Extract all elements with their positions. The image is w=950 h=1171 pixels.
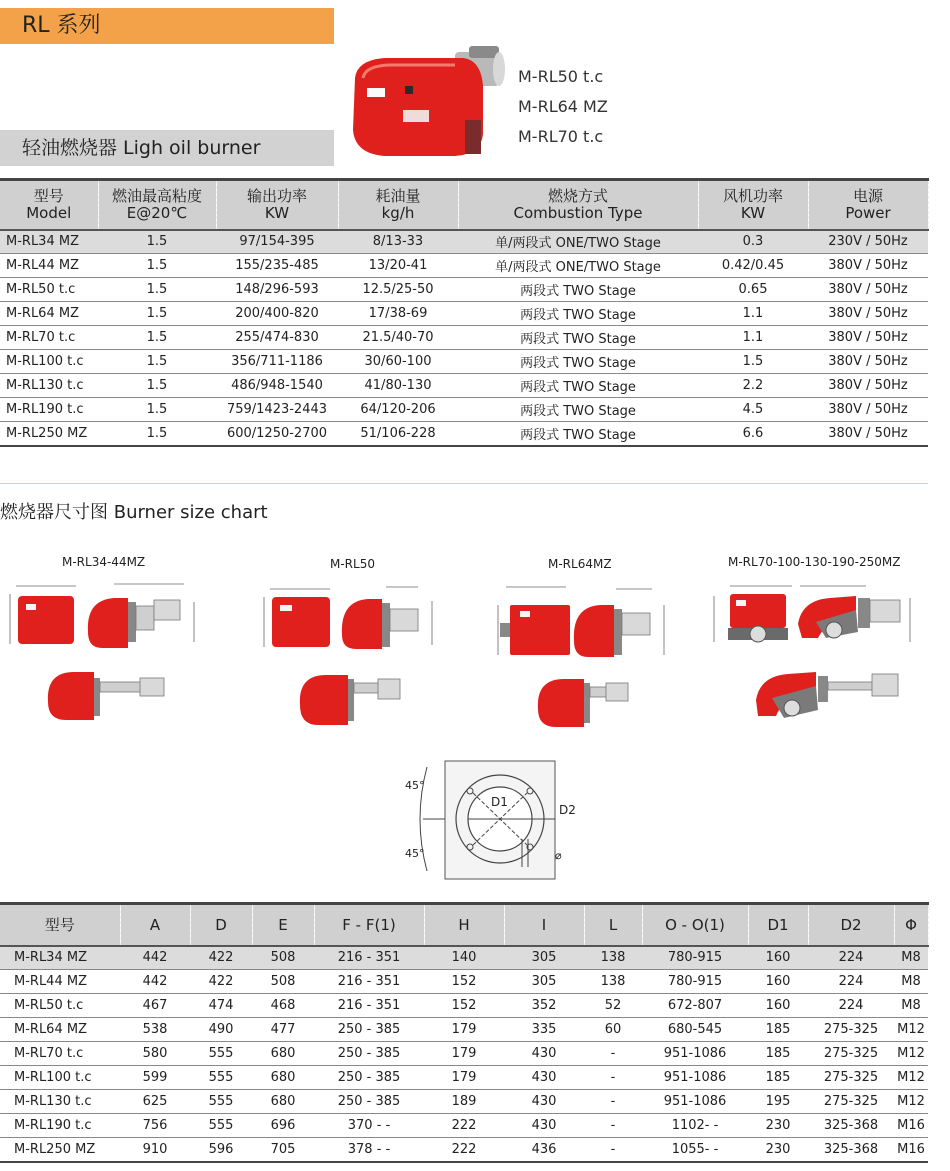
value-cell: 951-1086 xyxy=(642,1066,748,1090)
value-cell: 155/235-485 xyxy=(216,254,338,278)
value-cell: 508 xyxy=(252,970,314,994)
spec-header-cell: 风机功率 KW xyxy=(698,180,808,230)
value-cell: 538 xyxy=(120,1018,190,1042)
value-cell: 4.5 xyxy=(698,398,808,422)
value-cell: 160 xyxy=(748,994,808,1018)
value-cell: 442 xyxy=(120,970,190,994)
spec-table xyxy=(0,178,929,447)
spec-header-row xyxy=(0,180,928,230)
value-cell: 255/474-830 xyxy=(216,326,338,350)
value-cell: 17/38-69 xyxy=(338,302,458,326)
value-cell: 21.5/40-70 xyxy=(338,326,458,350)
flange-angle-bottom: 45° xyxy=(405,847,425,860)
spec-row xyxy=(0,254,928,278)
spec-row xyxy=(0,278,928,302)
dimension-row xyxy=(0,970,928,994)
value-cell: 680 xyxy=(252,1090,314,1114)
value-cell: 380V / 50Hz xyxy=(808,422,928,446)
dim-header-cell: I xyxy=(504,904,584,946)
value-cell: 185 xyxy=(748,1042,808,1066)
model-cell: M-RL100 t.c xyxy=(0,1066,120,1090)
dim-header-cell: E xyxy=(252,904,314,946)
spec-row xyxy=(0,230,928,254)
value-cell: 380V / 50Hz xyxy=(808,326,928,350)
diagram-rl50 xyxy=(256,575,446,735)
diagram-rl64 xyxy=(492,575,682,735)
value-cell: 474 xyxy=(190,994,252,1018)
value-cell: 185 xyxy=(748,1018,808,1042)
value-cell: 696 xyxy=(252,1114,314,1138)
value-cell: - xyxy=(584,1114,642,1138)
value-cell: 378 - - xyxy=(314,1138,424,1162)
value-cell: 1.5 xyxy=(698,350,808,374)
series-title: RL 系列 xyxy=(0,8,334,44)
model-cell: M-RL64 MZ xyxy=(0,1018,120,1042)
dimension-table-body xyxy=(0,946,928,1162)
diagram-label: M-RL50 xyxy=(330,557,375,571)
value-cell: 1.5 xyxy=(98,398,216,422)
value-cell: 52 xyxy=(584,994,642,1018)
value-cell: 380V / 50Hz xyxy=(808,374,928,398)
model-cell: M-RL100 t.c xyxy=(0,350,98,374)
value-cell: 370 - - xyxy=(314,1114,424,1138)
value-cell: 555 xyxy=(190,1042,252,1066)
value-cell: 0.65 xyxy=(698,278,808,302)
model-cell: M-RL50 t.c xyxy=(0,994,120,1018)
diagram-rl34-44 xyxy=(4,572,204,737)
model-cell: M-RL130 t.c xyxy=(0,374,98,398)
value-cell: 1.5 xyxy=(98,374,216,398)
flange-phi-label: ⌀ xyxy=(555,849,562,862)
value-cell: 422 xyxy=(190,946,252,970)
value-cell: 508 xyxy=(252,946,314,970)
dim-header-cell: F - F(1) xyxy=(314,904,424,946)
value-cell: 951-1086 xyxy=(642,1042,748,1066)
dimension-row xyxy=(0,946,928,970)
value-cell: 两段式 TWO Stage xyxy=(458,350,698,374)
value-cell: 580 xyxy=(120,1042,190,1066)
model-cell: M-RL44 MZ xyxy=(0,970,120,994)
spec-header-cell: 输出功率 KW xyxy=(216,180,338,230)
dim-header-cell: 型号 xyxy=(0,904,120,946)
value-cell: 780-915 xyxy=(642,970,748,994)
value-cell: M8 xyxy=(894,994,928,1018)
diagram-label: M-RL34-44MZ xyxy=(62,555,146,569)
model-cell: M-RL50 t.c xyxy=(0,278,98,302)
value-cell: M8 xyxy=(894,970,928,994)
value-cell: 230V / 50Hz xyxy=(808,230,928,254)
value-cell: 1.5 xyxy=(98,350,216,374)
spec-row xyxy=(0,398,928,422)
value-cell: 780-915 xyxy=(642,946,748,970)
featured-model: M-RL70 t.c xyxy=(518,127,604,146)
value-cell: 600/1250-2700 xyxy=(216,422,338,446)
value-cell: 759/1423-2443 xyxy=(216,398,338,422)
value-cell: 1.5 xyxy=(98,326,216,350)
value-cell: 185 xyxy=(748,1066,808,1090)
value-cell: 216 - 351 xyxy=(314,946,424,970)
flange-d2-label: D2 xyxy=(559,803,576,817)
value-cell: 13/20-41 xyxy=(338,254,458,278)
value-cell: M12 xyxy=(894,1066,928,1090)
dimension-row xyxy=(0,1066,928,1090)
value-cell: 1.5 xyxy=(98,230,216,254)
value-cell: 两段式 TWO Stage xyxy=(458,326,698,350)
value-cell: 两段式 TWO Stage xyxy=(458,278,698,302)
value-cell: 222 xyxy=(424,1138,504,1162)
value-cell: 275-325 xyxy=(808,1066,894,1090)
value-cell: 250 - 385 xyxy=(314,1018,424,1042)
value-cell: 490 xyxy=(190,1018,252,1042)
value-cell: M12 xyxy=(894,1042,928,1066)
value-cell: 152 xyxy=(424,994,504,1018)
value-cell: 30/60-100 xyxy=(338,350,458,374)
value-cell: 250 - 385 xyxy=(314,1066,424,1090)
value-cell: - xyxy=(584,1090,642,1114)
value-cell: 1.5 xyxy=(98,422,216,446)
value-cell: 951-1086 xyxy=(642,1090,748,1114)
spec-row xyxy=(0,302,928,326)
value-cell: 1.5 xyxy=(98,302,216,326)
flange-angle-top: 45° xyxy=(405,779,425,792)
spec-row xyxy=(0,422,928,446)
value-cell: 596 xyxy=(190,1138,252,1162)
dim-header-cell: D1 xyxy=(748,904,808,946)
model-cell: M-RL70 t.c xyxy=(0,1042,120,1066)
value-cell: 672-807 xyxy=(642,994,748,1018)
value-cell: - xyxy=(584,1042,642,1066)
spec-header-cell: 电源 Power xyxy=(808,180,928,230)
value-cell: 430 xyxy=(504,1090,584,1114)
value-cell: 275-325 xyxy=(808,1090,894,1114)
value-cell: 555 xyxy=(190,1114,252,1138)
value-cell: 138 xyxy=(584,970,642,994)
value-cell: 单/两段式 ONE/TWO Stage xyxy=(458,254,698,278)
value-cell: 216 - 351 xyxy=(314,970,424,994)
value-cell: 两段式 TWO Stage xyxy=(458,422,698,446)
spec-header-cell: 型号 Model xyxy=(0,180,98,230)
size-chart-title: 燃烧器尺寸图 Burner size chart xyxy=(0,502,268,523)
value-cell: 380V / 50Hz xyxy=(808,302,928,326)
value-cell: 1.5 xyxy=(98,278,216,302)
featured-models xyxy=(518,62,608,152)
value-cell: 2.2 xyxy=(698,374,808,398)
model-cell: M-RL130 t.c xyxy=(0,1090,120,1114)
value-cell: 250 - 385 xyxy=(314,1042,424,1066)
value-cell: 1102- - xyxy=(642,1114,748,1138)
value-cell: 138 xyxy=(584,946,642,970)
value-cell: 325-368 xyxy=(808,1114,894,1138)
value-cell: 356/711-1186 xyxy=(216,350,338,374)
value-cell: 430 xyxy=(504,1066,584,1090)
value-cell: - xyxy=(584,1066,642,1090)
value-cell: 680-545 xyxy=(642,1018,748,1042)
value-cell: 195 xyxy=(748,1090,808,1114)
value-cell: 680 xyxy=(252,1066,314,1090)
dimension-row xyxy=(0,1090,928,1114)
value-cell: 51/106-228 xyxy=(338,422,458,446)
value-cell: 6.6 xyxy=(698,422,808,446)
value-cell: 250 - 385 xyxy=(314,1090,424,1114)
dim-header-cell: Φ xyxy=(894,904,928,946)
value-cell: 275-325 xyxy=(808,1042,894,1066)
value-cell: M12 xyxy=(894,1090,928,1114)
value-cell: 422 xyxy=(190,970,252,994)
model-cell: M-RL70 t.c xyxy=(0,326,98,350)
diagram-rl70-250 xyxy=(706,572,928,737)
value-cell: 41/80-130 xyxy=(338,374,458,398)
spec-row xyxy=(0,326,928,350)
spec-table-body xyxy=(0,230,928,446)
value-cell: 1055- - xyxy=(642,1138,748,1162)
model-cell: M-RL64 MZ xyxy=(0,302,98,326)
model-cell: M-RL250 MZ xyxy=(0,1138,120,1162)
value-cell: 160 xyxy=(748,946,808,970)
value-cell: 148/296-593 xyxy=(216,278,338,302)
value-cell: M8 xyxy=(894,946,928,970)
value-cell: 380V / 50Hz xyxy=(808,350,928,374)
dim-header-cell: O - O(1) xyxy=(642,904,748,946)
value-cell: 230 xyxy=(748,1138,808,1162)
value-cell: 单/两段式 ONE/TWO Stage xyxy=(458,230,698,254)
value-cell: 468 xyxy=(252,994,314,1018)
value-cell: 625 xyxy=(120,1090,190,1114)
dim-header-row xyxy=(0,904,928,946)
value-cell: 179 xyxy=(424,1066,504,1090)
burner-photo xyxy=(345,38,515,168)
value-cell: 216 - 351 xyxy=(314,994,424,1018)
value-cell: 380V / 50Hz xyxy=(808,398,928,422)
flange-drawing xyxy=(395,757,585,887)
value-cell: M16 xyxy=(894,1138,928,1162)
dim-header-cell: L xyxy=(584,904,642,946)
value-cell: 1.5 xyxy=(98,254,216,278)
value-cell: 680 xyxy=(252,1042,314,1066)
value-cell: 224 xyxy=(808,970,894,994)
value-cell: 152 xyxy=(424,970,504,994)
dimension-row xyxy=(0,1138,928,1162)
value-cell: 430 xyxy=(504,1042,584,1066)
value-cell: 380V / 50Hz xyxy=(808,278,928,302)
category-title: 轻油燃烧器 Ligh oil burner xyxy=(0,130,334,166)
value-cell: 224 xyxy=(808,994,894,1018)
value-cell: 8/13-33 xyxy=(338,230,458,254)
model-cell: M-RL250 MZ xyxy=(0,422,98,446)
dim-header-cell: A xyxy=(120,904,190,946)
value-cell: 200/400-820 xyxy=(216,302,338,326)
value-cell: 305 xyxy=(504,946,584,970)
value-cell: 1.1 xyxy=(698,326,808,350)
dimension-row xyxy=(0,1042,928,1066)
value-cell: 756 xyxy=(120,1114,190,1138)
model-cell: M-RL190 t.c xyxy=(0,1114,120,1138)
spec-header-cell: 燃油最高粘度 E@20℃ xyxy=(98,180,216,230)
value-cell: 486/948-1540 xyxy=(216,374,338,398)
value-cell: 179 xyxy=(424,1018,504,1042)
dimension-row xyxy=(0,1114,928,1138)
diagram-label: M-RL70-100-130-190-250MZ xyxy=(728,555,901,569)
value-cell: 64/120-206 xyxy=(338,398,458,422)
dimension-row xyxy=(0,994,928,1018)
value-cell: 555 xyxy=(190,1090,252,1114)
value-cell: 380V / 50Hz xyxy=(808,254,928,278)
value-cell: 275-325 xyxy=(808,1018,894,1042)
featured-model: M-RL64 MZ xyxy=(518,97,608,116)
diagram-label: M-RL64MZ xyxy=(548,557,612,571)
value-cell: 两段式 TWO Stage xyxy=(458,374,698,398)
spec-header-cell: 燃烧方式 Combustion Type xyxy=(458,180,698,230)
dim-header-cell: D xyxy=(190,904,252,946)
value-cell: 160 xyxy=(748,970,808,994)
value-cell: 352 xyxy=(504,994,584,1018)
dim-header-cell: H xyxy=(424,904,504,946)
value-cell: 189 xyxy=(424,1090,504,1114)
value-cell: 60 xyxy=(584,1018,642,1042)
value-cell: 97/154-395 xyxy=(216,230,338,254)
value-cell: 两段式 TWO Stage xyxy=(458,398,698,422)
value-cell: 0.3 xyxy=(698,230,808,254)
value-cell: M16 xyxy=(894,1114,928,1138)
value-cell: 140 xyxy=(424,946,504,970)
dim-header-cell: D2 xyxy=(808,904,894,946)
dimension-table xyxy=(0,902,929,1163)
value-cell: 430 xyxy=(504,1114,584,1138)
value-cell: 335 xyxy=(504,1018,584,1042)
value-cell: M12 xyxy=(894,1018,928,1042)
model-cell: M-RL34 MZ xyxy=(0,946,120,970)
value-cell: 442 xyxy=(120,946,190,970)
value-cell: 12.5/25-50 xyxy=(338,278,458,302)
model-cell: M-RL44 MZ xyxy=(0,254,98,278)
spec-row xyxy=(0,350,928,374)
model-cell: M-RL190 t.c xyxy=(0,398,98,422)
dimension-row xyxy=(0,1018,928,1042)
value-cell: 467 xyxy=(120,994,190,1018)
value-cell: 436 xyxy=(504,1138,584,1162)
featured-model: M-RL50 t.c xyxy=(518,67,604,86)
value-cell: 305 xyxy=(504,970,584,994)
value-cell: 599 xyxy=(120,1066,190,1090)
value-cell: 两段式 TWO Stage xyxy=(458,302,698,326)
value-cell: 705 xyxy=(252,1138,314,1162)
value-cell: 1.1 xyxy=(698,302,808,326)
value-cell: 230 xyxy=(748,1114,808,1138)
value-cell: 179 xyxy=(424,1042,504,1066)
value-cell: 910 xyxy=(120,1138,190,1162)
spec-row xyxy=(0,374,928,398)
value-cell: 224 xyxy=(808,946,894,970)
value-cell: 555 xyxy=(190,1066,252,1090)
flange-diagram xyxy=(395,757,585,887)
flange-d1-label: D1 xyxy=(491,795,508,809)
value-cell: 222 xyxy=(424,1114,504,1138)
section-divider xyxy=(0,483,928,484)
value-cell: 477 xyxy=(252,1018,314,1042)
spec-header-cell: 耗油量 kg/h xyxy=(338,180,458,230)
value-cell: 0.42/0.45 xyxy=(698,254,808,278)
value-cell: 325-368 xyxy=(808,1138,894,1162)
model-cell: M-RL34 MZ xyxy=(0,230,98,254)
value-cell: - xyxy=(584,1138,642,1162)
